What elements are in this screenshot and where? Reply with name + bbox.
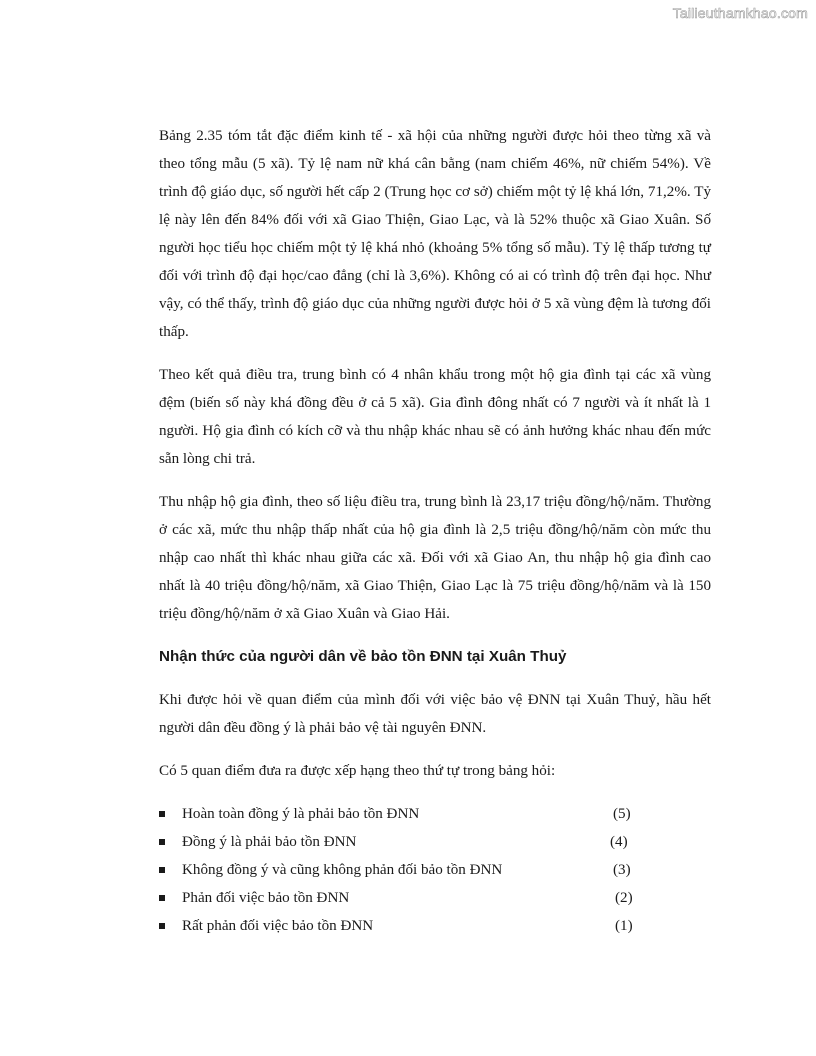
document-body: [159, 122, 711, 940]
list-item: [159, 884, 711, 912]
opinion-rank: (5): [613, 806, 631, 822]
opinion-text: Rất phản đối việc bảo tồn ĐNN: [182, 918, 374, 934]
square-bullet-icon: [159, 811, 165, 817]
opinion-rank: (3): [613, 862, 631, 878]
opinion-text: Phản đối việc bảo tồn ĐNN: [182, 890, 350, 906]
opinion-rank: (4): [610, 834, 628, 850]
square-bullet-icon: [159, 923, 165, 929]
watermark: Tailieuthamkhao.com: [672, 5, 808, 21]
list-item: [159, 828, 711, 856]
opinion-list: [159, 800, 711, 940]
paragraph-socioeconomic: Bảng 2.35 tóm tắt đặc điểm kinh tế - xã hội của những người được hỏi theo từng xã và theo tổng mẫu (5 xã). Tỷ lệ nam nữ khá cân bằng (nam chiếm 46%, nữ chiếm 54%). Về trình độ giáo dục, số người hết cấp 2 (Trung học cơ sở) chiếm một tỷ lệ khá lớn, 71,2%. Tỷ lệ này lên đến 84% đối với xã Giao Thiện, Giao Lạc, và là 52% thuộc xã Giao Xuân. Số người học tiểu học chiếm một tỷ lệ khá nhỏ (khoảng 5% tổng số mẫu). Tỷ lệ thấp tương tự đối với trình độ đại học/cao đẳng (chỉ là 3,6%). Không có ai có trình độ trên đại học. Như vậy, có thể thấy, trình độ giáo dục của những người được hỏi ở 5 xã vùng đệm là tương đối thấp.: [159, 128, 711, 340]
section-heading: Nhận thức của người dân về bảo tồn ĐNN tại Xuân Thuỷ: [159, 648, 567, 665]
square-bullet-icon: [159, 867, 165, 873]
list-item: [159, 800, 711, 828]
square-bullet-icon: [159, 895, 165, 901]
opinion-text: Không đồng ý và cũng không phản đối bảo tồn ĐNN: [182, 862, 503, 878]
list-item: [159, 856, 711, 884]
list-item: [159, 912, 711, 940]
paragraph-opinion-intro: Có 5 quan điểm đưa ra được xếp hạng theo thứ tự trong bảng hỏi:: [159, 763, 556, 779]
paragraph-awareness: Khi được hỏi về quan điểm của mình đối với việc bảo vệ ĐNN tại Xuân Thuỷ, hầu hết người dân đều đồng ý là phải bảo vệ tài nguyên ĐNN.: [159, 692, 711, 736]
opinion-rank: (2): [615, 890, 633, 906]
paragraph-household-size: Theo kết quả điều tra, trung bình có 4 nhân khẩu trong một hộ gia đình tại các xã vùng đệm (biến số này khá đồng đều ở cả 5 xã). Gia đình đông nhất có 7 người và ít nhất là 1 người. Hộ gia đình có kích cỡ và thu nhập khác nhau sẽ có ảnh hưởng khác nhau đến mức sẵn lòng chi trả.: [159, 367, 711, 467]
square-bullet-icon: [159, 839, 165, 845]
opinion-text: Hoàn toàn đồng ý là phải bảo tồn ĐNN: [182, 806, 420, 822]
opinion-rank: (1): [615, 918, 633, 934]
paragraph-household-income: Thu nhập hộ gia đình, theo số liệu điều tra, trung bình là 23,17 triệu đồng/hộ/năm. Thường ở các xã, mức thu nhập thấp nhất của hộ gia đình là 2,5 triệu đồng/hộ/năm còn mức thu nhập cao nhất thì khác nhau giữa các xã. Đối với xã Giao An, thu nhập hộ gia đình cao nhất là 40 triệu đồng/hộ/năm, xã Giao Thiện, Giao Lạc là 75 triệu đồng/hộ/năm và là 150 triệu đồng/hộ/năm ở xã Giao Xuân và Giao Hải.: [159, 494, 711, 622]
opinion-text: Đồng ý là phải bảo tồn ĐNN: [182, 834, 357, 850]
